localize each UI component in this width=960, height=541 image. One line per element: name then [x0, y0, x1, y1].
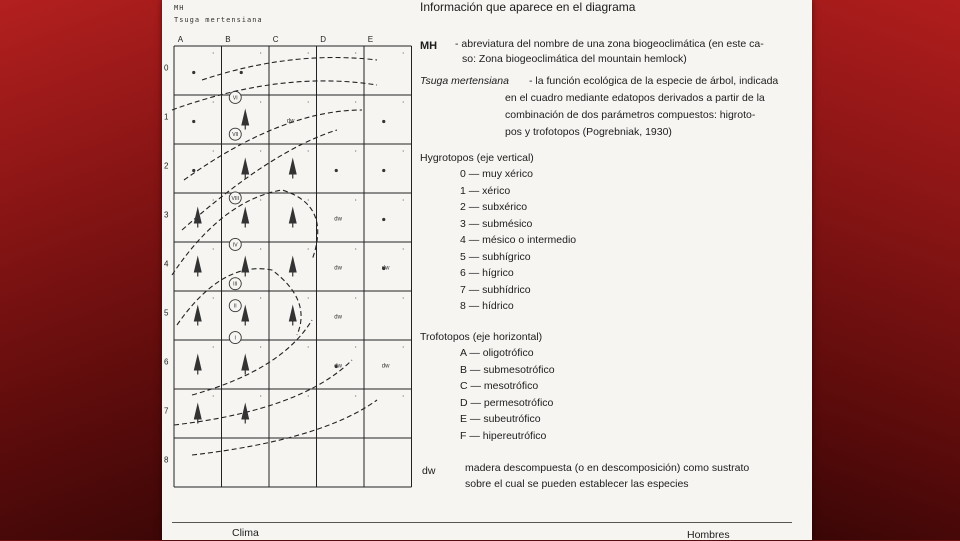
tree-icon: [194, 354, 202, 371]
dot-marker: [382, 169, 385, 172]
dw-label: dw: [334, 265, 342, 272]
cell-corner-mark: •: [307, 295, 309, 300]
cell-corner-mark: •: [355, 50, 357, 55]
roman-mark-label: VI: [232, 95, 238, 102]
dw-label: dw: [381, 363, 390, 370]
row-label: 3: [164, 210, 169, 220]
row-label: 0: [164, 63, 169, 73]
cell-corner-mark: •: [355, 99, 357, 104]
hygrotopo-item: 1 — xérico: [460, 184, 511, 197]
cell-corner-mark: •: [212, 99, 214, 104]
roman-mark-label: II: [233, 303, 237, 310]
dw-definition-1: madera descompuesta (o en descomposición) como sustrato: [465, 462, 750, 474]
cell-corner-mark: •: [260, 99, 262, 104]
column-label: D: [320, 35, 327, 44]
cell-corner-mark: •: [355, 295, 357, 300]
column-label: B: [225, 35, 231, 44]
hygrotopo-item: 2 — subxérico: [460, 201, 528, 213]
hygrotopo-item: 6 — hígrico: [460, 267, 514, 279]
cell-corner-mark: •: [260, 344, 262, 349]
cell-corner-mark: •: [402, 246, 404, 251]
tree-icon: [241, 354, 249, 371]
trofotopo-item: D — permesotrófico: [460, 396, 554, 409]
cell-corner-mark: •: [307, 50, 309, 55]
cell-corner-mark: •: [212, 295, 214, 300]
cell-corner-mark: •: [212, 148, 214, 153]
species-definition-1: - la función ecológica de la especie de árbol, indicada: [529, 75, 779, 87]
cell-corner-mark: •: [260, 197, 262, 202]
species-term: Tsuga mertensiana: [420, 75, 509, 87]
cell-corner-mark: •: [402, 99, 404, 104]
dot-marker: [192, 120, 195, 123]
tree-icon: [241, 256, 249, 273]
hygrotopo-item: 5 — subhígrico: [460, 250, 531, 263]
cell-corner-mark: •: [212, 50, 214, 55]
cell-corner-mark: •: [260, 295, 262, 300]
tree-icon: [289, 256, 297, 273]
cell-corner-mark: •: [307, 393, 309, 398]
cell-corner-mark: •: [212, 246, 214, 251]
roman-mark-label: IV: [232, 242, 238, 249]
hygrotopo-item: 4 — mésico o intermedio: [460, 234, 577, 246]
cell-corner-mark: •: [355, 197, 357, 202]
mh-definition-2: so: Zona biogeoclimática del mountain hemlock): [462, 53, 687, 65]
dw-label: dw: [334, 363, 342, 370]
cell-corner-mark: •: [260, 148, 262, 153]
cell-corner-mark: •: [212, 197, 214, 202]
dw-term: dw: [422, 465, 436, 477]
tree-icon: [194, 256, 202, 273]
tree-icon: [194, 403, 202, 420]
legend-heading: Información que aparece en el diagrama: [420, 0, 636, 14]
cell-corner-mark: •: [307, 99, 309, 104]
roman-mark-label: VIII: [231, 195, 240, 202]
species-definition-3: combinación de dos parámetros compuestos: higroto-: [505, 109, 756, 121]
tree-icon: [289, 207, 297, 224]
contour-line: [202, 58, 377, 81]
cell-corner-mark: •: [307, 344, 309, 349]
mh-term: MH: [420, 40, 438, 52]
cell-corner-mark: •: [355, 393, 357, 398]
footer-rule: [172, 522, 792, 523]
contour-line: [182, 130, 337, 230]
tree-icon: [241, 158, 249, 175]
trofotopos-heading: Trofotopos (eje horizontal): [420, 331, 543, 343]
trofotopo-item: B — submesotrófico: [460, 363, 555, 376]
zone-abbr: MH: [174, 4, 185, 12]
background-right-panel: [810, 0, 960, 540]
tree-icon: [194, 207, 202, 224]
mh-definition-1: - abreviatura del nombre de una zona biogeoclimática (en este ca-: [455, 38, 764, 50]
tree-icon: [289, 305, 297, 322]
cell-corner-mark: •: [402, 393, 404, 398]
row-label: 5: [164, 308, 169, 318]
trofotopo-item: C — mesotrófico: [460, 380, 539, 392]
edatopic-grid: [162, 30, 412, 490]
trofotopo-item: F — hipereutrófico: [460, 429, 547, 442]
row-label: 7: [164, 406, 169, 416]
hygrotopo-item: 7 — subhídrico: [460, 283, 531, 296]
cell-corner-mark: •: [260, 50, 262, 55]
row-label: 6: [164, 357, 169, 367]
roman-mark-label: VII: [232, 132, 239, 139]
row-label: 4: [164, 259, 169, 269]
cell-corner-mark: •: [355, 344, 357, 349]
hygrotopo-item: 8 — hídrico: [460, 300, 514, 312]
footer-right-label: Hombres: [687, 529, 730, 541]
row-label: 1: [164, 112, 169, 122]
hygrotopo-item: 0 — muy xérico: [460, 168, 533, 180]
cell-corner-mark: •: [355, 148, 357, 153]
cell-corner-mark: •: [402, 148, 404, 153]
row-label: 2: [164, 161, 169, 171]
dw-definition-2: sobre el cual se pueden establecer las especies: [465, 478, 689, 490]
species-name: Tsuga mertensiana: [174, 16, 263, 24]
cell-corner-mark: •: [307, 197, 309, 202]
roman-mark-label: III: [233, 281, 238, 288]
cell-corner-mark: •: [307, 148, 309, 153]
cell-corner-mark: •: [402, 50, 404, 55]
hygrotopos-heading: Hygrotopos (eje vertical): [420, 152, 534, 164]
column-label: C: [272, 35, 279, 44]
cell-corner-mark: •: [260, 393, 262, 398]
column-label: A: [177, 35, 184, 44]
species-definition-2: en el cuadro mediante edatopos derivados a partir de la: [505, 92, 765, 104]
tree-icon: [289, 158, 297, 175]
dot-marker: [382, 120, 385, 123]
dot-marker: [240, 71, 243, 74]
dot-marker: [335, 169, 338, 172]
dw-label: dw: [334, 216, 342, 223]
cell-corner-mark: •: [402, 344, 404, 349]
dot-marker: [382, 218, 385, 221]
dot-marker: [192, 169, 195, 172]
dot-marker: [192, 71, 195, 74]
footer-left-label: Clima: [232, 527, 259, 539]
species-definition-4: pos y trofotopos (Pogrebniak, 1930): [505, 126, 672, 138]
background-left-panel: [0, 0, 165, 540]
dw-label: dw: [286, 118, 295, 125]
tree-icon: [241, 403, 249, 420]
hygrotopo-item: 3 — submésico: [460, 217, 533, 230]
cell-corner-mark: •: [307, 246, 309, 251]
trofotopo-item: E — subeutrófico: [460, 413, 541, 425]
cell-corner-mark: •: [402, 197, 404, 202]
trofotopo-item: A — oligotrófico: [460, 347, 534, 359]
row-label: 8: [164, 455, 169, 465]
tree-icon: [241, 109, 249, 126]
contour-line: [192, 400, 377, 455]
cell-corner-mark: •: [260, 246, 262, 251]
column-label: E: [367, 35, 374, 44]
cell-corner-mark: •: [402, 295, 404, 300]
dw-label: dw: [381, 265, 390, 272]
scanned-page: [162, 0, 812, 540]
cell-corner-mark: •: [355, 246, 357, 251]
cell-corner-mark: •: [212, 344, 214, 349]
tree-icon: [194, 305, 202, 322]
cell-corner-mark: •: [212, 393, 214, 398]
tree-icon: [241, 207, 249, 224]
roman-mark-label: I: [234, 335, 236, 342]
contour-line: [192, 320, 312, 395]
dw-label: dw: [334, 314, 342, 321]
tree-icon: [241, 305, 249, 322]
